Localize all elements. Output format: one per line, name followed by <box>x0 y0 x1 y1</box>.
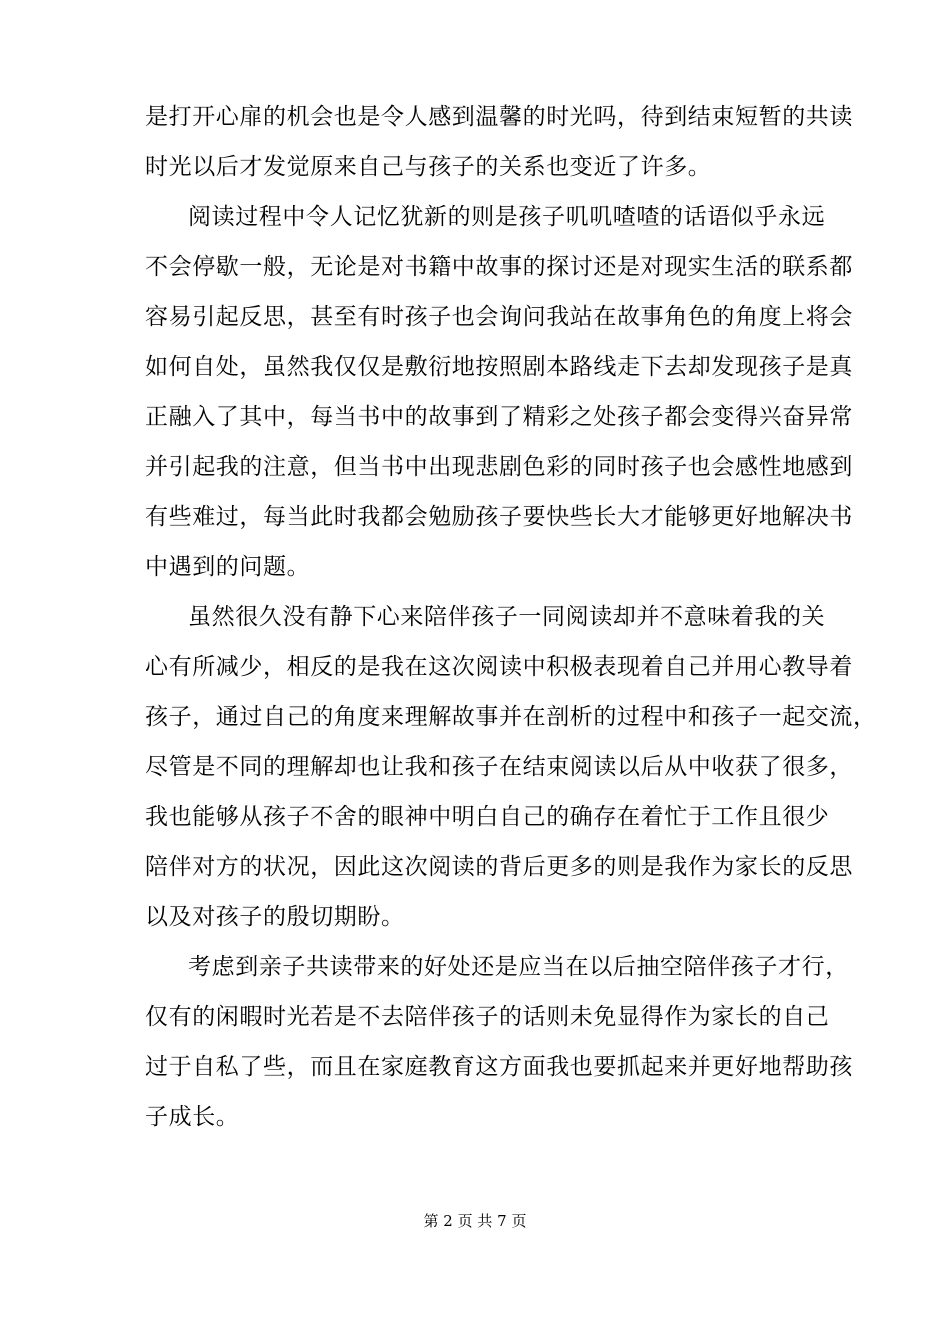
text-line-1: 是打开心扉的机会也是令人感到温馨的时光吗，待到结束短暂的共读 <box>145 104 853 130</box>
text-line-15: 我也能够从孩子不舍的眼神中明白自己的确存在着忙于工作且很少 <box>145 804 830 830</box>
text-line-11: 虽然很久没有静下心来陪伴孩子一同阅读却并不意味着我的关 <box>188 604 826 630</box>
text-line-20: 过于自私了些，而且在家庭教育这方面我也要抓起来并更好地帮助孩 <box>145 1054 853 1080</box>
text-line-8: 并引起我的注意，但当书中出现悲剧色彩的同时孩子也会感性地感到 <box>145 454 853 480</box>
text-line-7: 正融入了其中，每当书中的故事到了精彩之处孩子都会变得兴奋异常 <box>145 404 853 430</box>
text-line-12: 心有所减少，相反的是我在这次阅读中积极表现着自己并用心教导着 <box>145 654 853 680</box>
page-footer: 第 2 页 共 7 页 <box>423 1212 527 1230</box>
text-line-14: 尽管是不同的理解却也让我和孩子在结束阅读以后从中收获了很多， <box>145 754 853 780</box>
text-line-10: 中遇到的问题。 <box>145 554 311 580</box>
text-line-21: 子成长。 <box>145 1104 240 1130</box>
text-line-2: 时光以后才发觉原来自己与孩子的关系也变近了许多。 <box>145 154 712 180</box>
text-line-18: 考虑到亲子共读带来的好处还是应当在以后抽空陪伴孩子才行， <box>188 954 849 980</box>
text-line-16: 陪伴对方的状况，因此这次阅读的背后更多的则是我作为家长的反思 <box>145 854 853 880</box>
text-line-13: 孩子，通过自己的角度来理解故事并在剖析的过程中和孩子一起交流， <box>145 704 877 730</box>
text-line-17: 以及对孩子的殷切期盼。 <box>145 904 405 930</box>
text-line-6: 如何自处，虽然我仅仅是敷衍地按照剧本路线走下去却发现孩子是真 <box>145 354 853 380</box>
text-line-5: 容易引起反思，甚至有时孩子也会询问我站在故事角色的角度上将会 <box>145 304 853 330</box>
text-line-9: 有些难过，每当此时我都会勉励孩子要快些长大才能够更好地解决书 <box>145 504 853 530</box>
text-line-19: 仅有的闲暇时光若是不去陪伴孩子的话则未免显得作为家长的自己 <box>145 1004 830 1030</box>
text-line-3: 阅读过程中令人记忆犹新的则是孩子叽叽喳喳的话语似乎永远 <box>188 204 826 230</box>
text-line-4: 不会停歇一般，无论是对书籍中故事的探讨还是对现实生活的联系都 <box>145 254 853 280</box>
